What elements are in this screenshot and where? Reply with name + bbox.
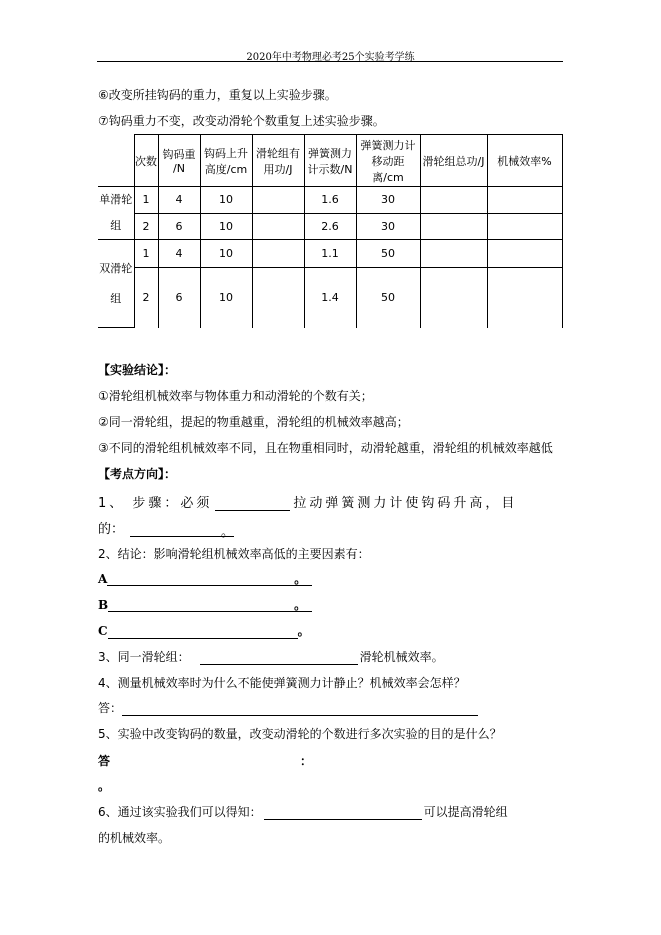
- cell-n: 2: [134, 213, 158, 240]
- option-b: B 。: [98, 596, 312, 612]
- q5-text: 5、实验中改变钩码的数量，改变动滑轮的个数进行多次实验的目的是什么？: [98, 727, 502, 741]
- table-row: [98, 268, 562, 328]
- table-row: [98, 187, 562, 214]
- table-header-row: [98, 135, 562, 187]
- cell-height: 10: [200, 187, 252, 214]
- q2-text: 2、结论：影响滑轮组机械效率高低的主要因素有：: [98, 547, 370, 561]
- q1-line1: 1、 步骤：必须 拉动弹簧测力计使钩码升高，目: [98, 496, 518, 511]
- cell-height: 10: [200, 213, 252, 240]
- q4-answer: 答：: [98, 699, 478, 716]
- group-label-single: 单滑轮 组: [98, 187, 134, 240]
- group-label-double: 双滑轮 组: [98, 240, 134, 328]
- header-efficiency: 机械效率%: [487, 135, 562, 187]
- table-row: [98, 213, 562, 240]
- cell-spring: 1.1: [304, 240, 356, 268]
- q1-blank-1[interactable]: [215, 495, 290, 511]
- cell-efficiency: [487, 187, 562, 214]
- page-header: 2020年中考物理必考25个实验考学练: [246, 52, 415, 63]
- cell-total: [420, 240, 487, 268]
- header-times: 次数: [134, 135, 158, 187]
- q6-line1: 6、通过该实验我们可以得知： 可以提高滑轮组: [98, 805, 508, 819]
- data-table: [98, 134, 563, 328]
- header-weight: 钩码重 /N: [158, 135, 200, 187]
- header-spring: 弹簧测力 计示数/N: [304, 135, 356, 187]
- conclusion-item-1: ①滑轮组机械效率与物体重力和动滑轮的个数有关；: [98, 389, 373, 403]
- cell-weight: 4: [158, 187, 200, 214]
- cell-n: 1: [134, 240, 158, 268]
- cell-weight: 6: [158, 268, 200, 328]
- q5-answer-colon: ：: [300, 754, 313, 768]
- cell-distance: 50: [356, 268, 420, 328]
- conclusion-item-2: ②同一滑轮组，提起的物重越重，滑轮组的机械效率越高；: [98, 415, 409, 429]
- q3-blank[interactable]: [200, 649, 358, 665]
- q4-text: 4、测量机械效率时为什么不能使弹簧测力计静止？机械效率会怎样？: [98, 676, 466, 690]
- cell-useful: [252, 268, 304, 328]
- exam-heading: 【考点方向】：: [98, 467, 177, 481]
- q3-line: 3、同一滑轮组： 滑轮机械效率。: [98, 650, 444, 664]
- cell-weight: 4: [158, 240, 200, 268]
- cell-height: 10: [200, 240, 252, 268]
- option-b-blank[interactable]: 。: [108, 596, 312, 612]
- cell-weight: 6: [158, 213, 200, 240]
- q6-line2: 的机械效率。: [98, 831, 171, 845]
- header-total: 滑轮组总功/J: [420, 135, 487, 187]
- q1-blank-2[interactable]: 。: [130, 521, 234, 537]
- option-c: C 。: [98, 624, 310, 638]
- q5-answer-end: 。: [98, 779, 111, 793]
- cell-efficiency: [487, 268, 562, 328]
- option-a-blank[interactable]: 。: [107, 570, 312, 586]
- cell-efficiency: [487, 240, 562, 268]
- header-distance: 弹簧测力计 移动距离/cm: [356, 135, 420, 187]
- step-7: ⑦钩码重力不变，改变动滑轮个数重复上述实验步骤。: [98, 114, 385, 128]
- table-row: [98, 240, 562, 268]
- header-rule: [97, 61, 563, 62]
- header-useful: 滑轮组有 用功/J: [252, 135, 304, 187]
- conclusion-heading: 【实验结论】：: [98, 363, 177, 377]
- q6-blank[interactable]: [264, 804, 422, 820]
- option-a: A 。: [98, 570, 312, 586]
- cell-height: 10: [200, 268, 252, 328]
- cell-n: 1: [134, 187, 158, 214]
- option-c-blank[interactable]: [108, 623, 298, 639]
- cell-spring: 1.6: [304, 187, 356, 214]
- cell-distance: 30: [356, 213, 420, 240]
- header-height: 钩码上升 高度/cm: [200, 135, 252, 187]
- cell-total: [420, 187, 487, 214]
- cell-total: [420, 213, 487, 240]
- cell-distance: 50: [356, 240, 420, 268]
- conclusion-item-3: ③不同的滑轮组机械效率不同，且在物重相同时，动滑轮越重，滑轮组的机械效率越低: [98, 441, 553, 455]
- cell-spring: 2.6: [304, 213, 356, 240]
- step-6: ⑥改变所挂钩码的重力，重复以上实验步骤。: [98, 88, 337, 102]
- cell-useful: [252, 240, 304, 268]
- cell-spring: 1.4: [304, 268, 356, 328]
- corner-cell: [98, 135, 134, 187]
- q4-blank[interactable]: [122, 700, 478, 716]
- cell-useful: [252, 187, 304, 214]
- q5-answer-label: 答: [98, 754, 111, 768]
- cell-distance: 30: [356, 187, 420, 214]
- cell-total: [420, 268, 487, 328]
- cell-useful: [252, 213, 304, 240]
- cell-efficiency: [487, 213, 562, 240]
- cell-n: 2: [134, 268, 158, 328]
- q1-line2: 的： 。: [98, 522, 235, 540]
